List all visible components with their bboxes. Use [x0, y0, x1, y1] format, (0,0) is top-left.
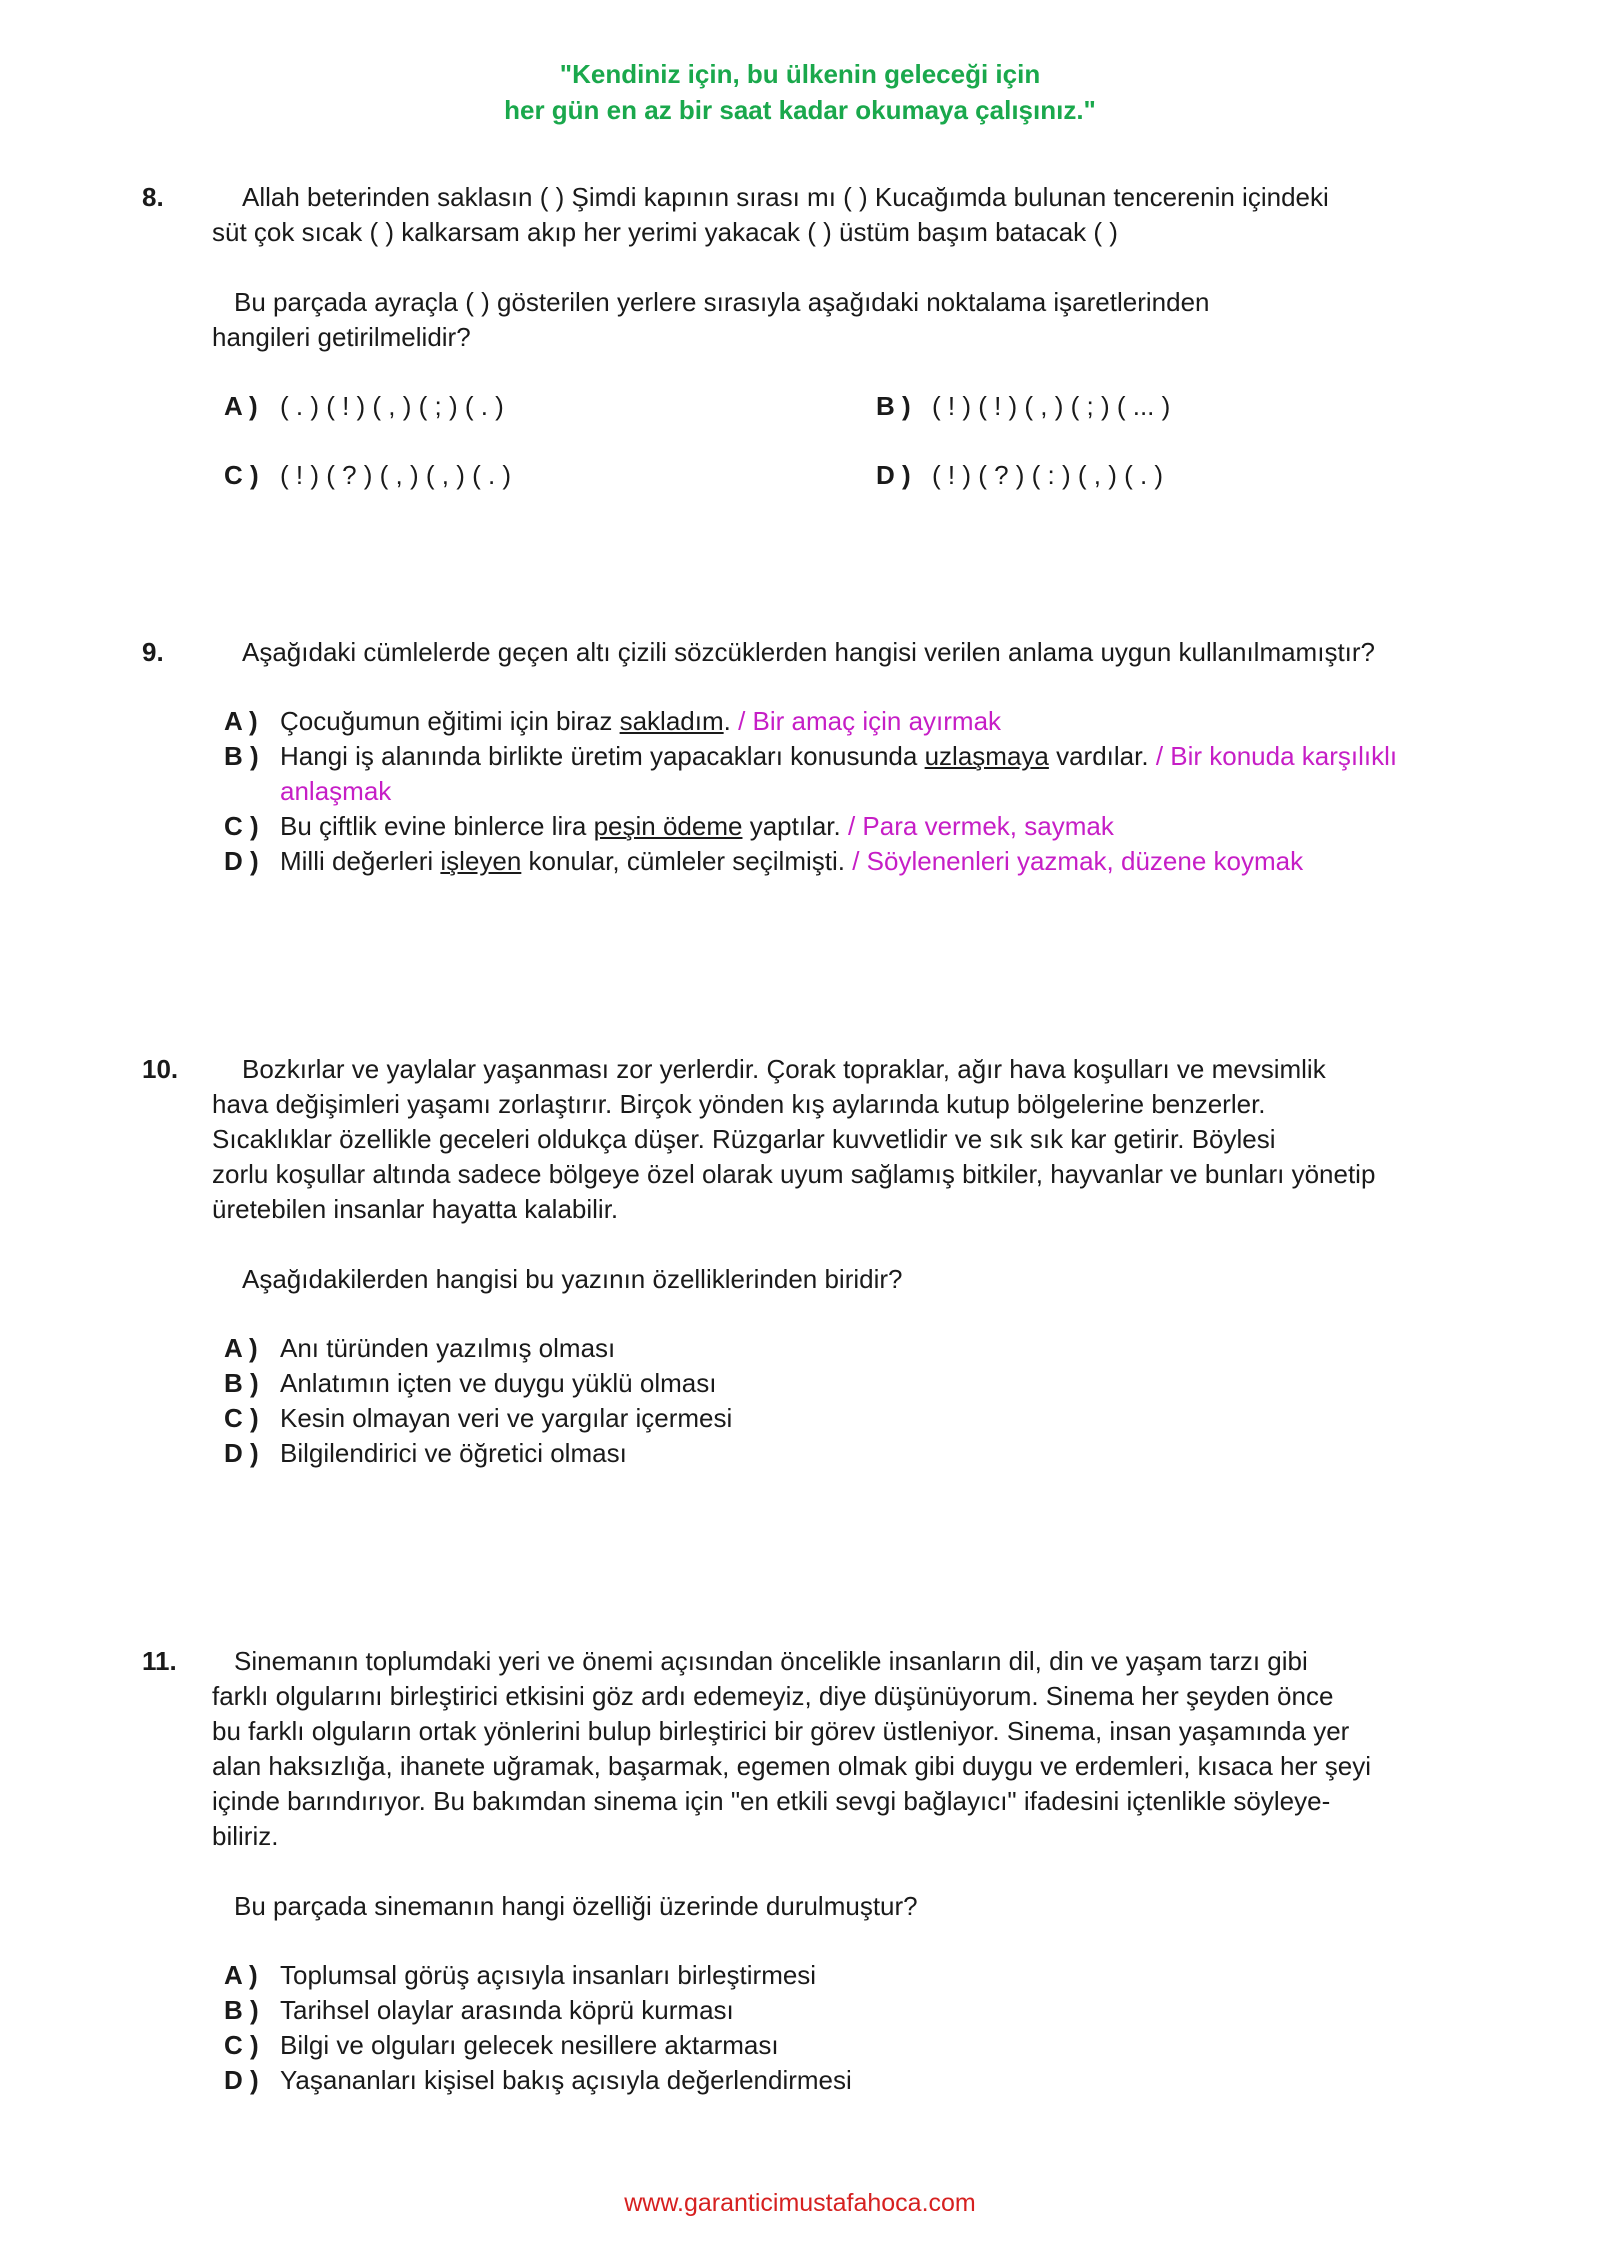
question-prompt: Bu parçada sinemanın hangi özelliği üzerinde durulmuştur? [234, 1891, 918, 1921]
text-line: biliriz. [212, 1821, 279, 1851]
option-d[interactable] [876, 458, 1476, 493]
question-8 [142, 180, 1442, 493]
option-d[interactable] [224, 1436, 1442, 1471]
answer-options [224, 1958, 1442, 2098]
text-line: bu farklı olguların ortak yönlerini bulup birleştirici bir görev üstleniyor. Sinema, insan yaşamında yer [212, 1716, 1350, 1746]
option-letter: B ) [224, 1995, 259, 2025]
text-pre: Hangi iş alanında birlikte üretim yapacakları konusunda [280, 741, 925, 771]
option-text: ( ! ) ( ? ) ( : ) ( , ) ( . ) [932, 460, 1164, 490]
option-text: Tarihsel olaylar arasında köprü kurması [280, 1995, 734, 2025]
motto-header [0, 56, 1600, 128]
text-line: hava değişimleri yaşamı zorlaştırır. Birçok yönden kış aylarında kutup bölgelerine benzerler. [212, 1089, 1266, 1119]
question-prompt: Aşağıdaki cümlelerde geçen altı çizili sözcüklerden hangisi verilen anlama uygun kullanılmamıştır? [242, 637, 1376, 667]
option-letter: D ) [224, 2065, 259, 2095]
option-b[interactable] [224, 1993, 1442, 2028]
underlined-word: işleyen [440, 846, 522, 876]
option-text: ( ! ) ( ? ) ( , ) ( , ) ( . ) [280, 460, 512, 490]
option-d[interactable] [224, 2063, 1442, 2098]
option-letter: C ) [224, 460, 259, 490]
motto-line-1: "Kendiniz için, bu ülkenin geleceği için [559, 59, 1041, 89]
option-letter: D ) [876, 460, 911, 490]
underlined-word: peşin ödeme [593, 811, 743, 841]
question-9 [142, 635, 1442, 879]
option-letter: C ) [224, 811, 259, 841]
option-b[interactable] [224, 1366, 1442, 1401]
option-d[interactable] [224, 844, 1442, 879]
text-line: Allah beterinden saklasın ( ) Şimdi kapının sırası mı ( ) Kucağımda bulunan tencerenin içindeki [242, 182, 1329, 212]
text-line: üretebilen insanlar hayatta kalabilir. [212, 1194, 619, 1224]
underlined-word: sakladım [619, 706, 724, 736]
option-c[interactable] [224, 1401, 1442, 1436]
text-post: yaptılar. [742, 811, 841, 841]
meaning-text: / Para vermek, saymak [840, 811, 1114, 841]
option-text: Bilgi ve olguları gelecek nesillere aktarması [280, 2030, 779, 2060]
option-c[interactable] [224, 809, 1442, 844]
text-line: Sıcaklıklar özellikle geceleri oldukça düşer. Rüzgarlar kuvvetlidir ve sık sık kar getirir. Böylesi [212, 1124, 1276, 1154]
question-number: 9. [142, 637, 164, 667]
option-a[interactable] [224, 704, 1442, 739]
text-pre: Milli değerleri [280, 846, 441, 876]
question-number: 10. [142, 1054, 179, 1084]
text-line: alan haksızlığa, ihanete uğramak, başarmak, egemen olmak gibi duygu ve erdemleri, kısaca her şeyi [212, 1751, 1372, 1781]
option-letter: B ) [224, 1368, 259, 1398]
option-letter: D ) [224, 846, 259, 876]
option-b[interactable] [876, 389, 1476, 424]
option-text: Yaşananları kişisel bakış açısıyla değerlendirmesi [280, 2065, 852, 2095]
option-text: ( ! ) ( ! ) ( , ) ( ; ) ( ... ) [932, 391, 1171, 421]
footer-link[interactable]: www.garanticimustafahoca.com [624, 2189, 976, 2217]
text-line: Sinemanın toplumdaki yeri ve önemi açısından öncelikle insanların dil, din ve yaşam tarzı gibi [234, 1646, 1308, 1676]
text-line: içinde barındırıyor. Bu bakımdan sinema için "en etkili sevgi bağlayıcı" ifadesini içtenlikle söyleye- [212, 1786, 1331, 1816]
option-a[interactable] [224, 389, 876, 424]
option-letter: A ) [224, 706, 258, 736]
option-text: Kesin olmayan veri ve yargılar içermesi [280, 1403, 733, 1433]
answer-options [224, 389, 1442, 493]
option-letter: D ) [224, 1438, 259, 1468]
meaning-text: / Bir konuda karşılıklı anlaşmak [280, 741, 1398, 806]
question-text [212, 1052, 1442, 1227]
question-10 [142, 1052, 1442, 1471]
meaning-text: / Söylenenleri yazmak, düzene koymak [844, 846, 1304, 876]
question-11 [142, 1644, 1442, 2098]
question-prompt [212, 285, 1442, 355]
question-prompt: Aşağıdakilerden hangisi bu yazının özelliklerinden biridir? [242, 1264, 903, 1294]
answer-options [224, 704, 1442, 879]
answer-options [224, 1331, 1442, 1471]
text-line: zorlu koşullar altında sadece bölgeye özel olarak uyum sağlamış bitkiler, hayvanlar ve bunları yönetip [212, 1159, 1376, 1189]
question-number: 8. [142, 182, 164, 212]
option-letter: A ) [224, 391, 258, 421]
option-letter: C ) [224, 2030, 259, 2060]
option-text [280, 844, 1442, 879]
meaning-text: / Bir amaç için ayırmak [730, 706, 1002, 736]
option-letter: B ) [876, 391, 911, 421]
text-line: farklı olgularını birleştirici etkisini göz ardı edemeyiz, diye düşünüyorum. Sinema her şeyden önce [212, 1681, 1334, 1711]
option-a[interactable] [224, 1958, 1442, 1993]
text-post: . [723, 706, 731, 736]
text-post: konular, cümleler seçilmişti. [521, 846, 845, 876]
question-text [212, 180, 1442, 250]
question-text [212, 1644, 1442, 1854]
option-letter: B ) [224, 741, 259, 771]
option-c[interactable] [224, 458, 876, 493]
option-text: Toplumsal görüş açısıyla insanları birleştirmesi [280, 1960, 817, 1990]
option-text: Anlatımın içten ve duygu yüklü olması [280, 1368, 717, 1398]
option-b[interactable] [224, 739, 1442, 809]
option-letter: A ) [224, 1333, 258, 1363]
option-text [280, 704, 1442, 739]
prompt-line: hangileri getirilmelidir? [212, 322, 471, 352]
option-letter: C ) [224, 1403, 259, 1433]
option-letter: A ) [224, 1960, 258, 1990]
option-text: Bilgilendirici ve öğretici olması [280, 1438, 627, 1468]
option-text: Anı türünden yazılmış olması [280, 1333, 616, 1363]
text-pre: Bu çiftlik evine binlerce lira [280, 811, 594, 841]
text-pre: Çocuğumun eğitimi için biraz [280, 706, 620, 736]
underlined-word: uzlaşmaya [924, 741, 1049, 771]
motto-line-2: her gün en az bir saat kadar okumaya çalışınız." [504, 95, 1096, 125]
text-line: Bozkırlar ve yaylalar yaşanması zor yerlerdir. Çorak topraklar, ağır hava koşulları ve mevsimlik [242, 1054, 1326, 1084]
option-a[interactable] [224, 1331, 1442, 1366]
text-post: vardılar. [1048, 741, 1149, 771]
option-c[interactable] [224, 2028, 1442, 2063]
option-text [280, 809, 1442, 844]
text-line: süt çok sıcak ( ) kalkarsam akıp her yerimi yakacak ( ) üstüm başım batacak ( ) [212, 217, 1118, 247]
prompt-line: Bu parçada ayraçla ( ) gösterilen yerlere sırasıyla aşağıdaki noktalama işaretlerinden [234, 287, 1210, 317]
option-text [280, 739, 1442, 809]
question-number: 11. [142, 1646, 177, 1676]
option-text: ( . ) ( ! ) ( , ) ( ; ) ( . ) [280, 391, 504, 421]
